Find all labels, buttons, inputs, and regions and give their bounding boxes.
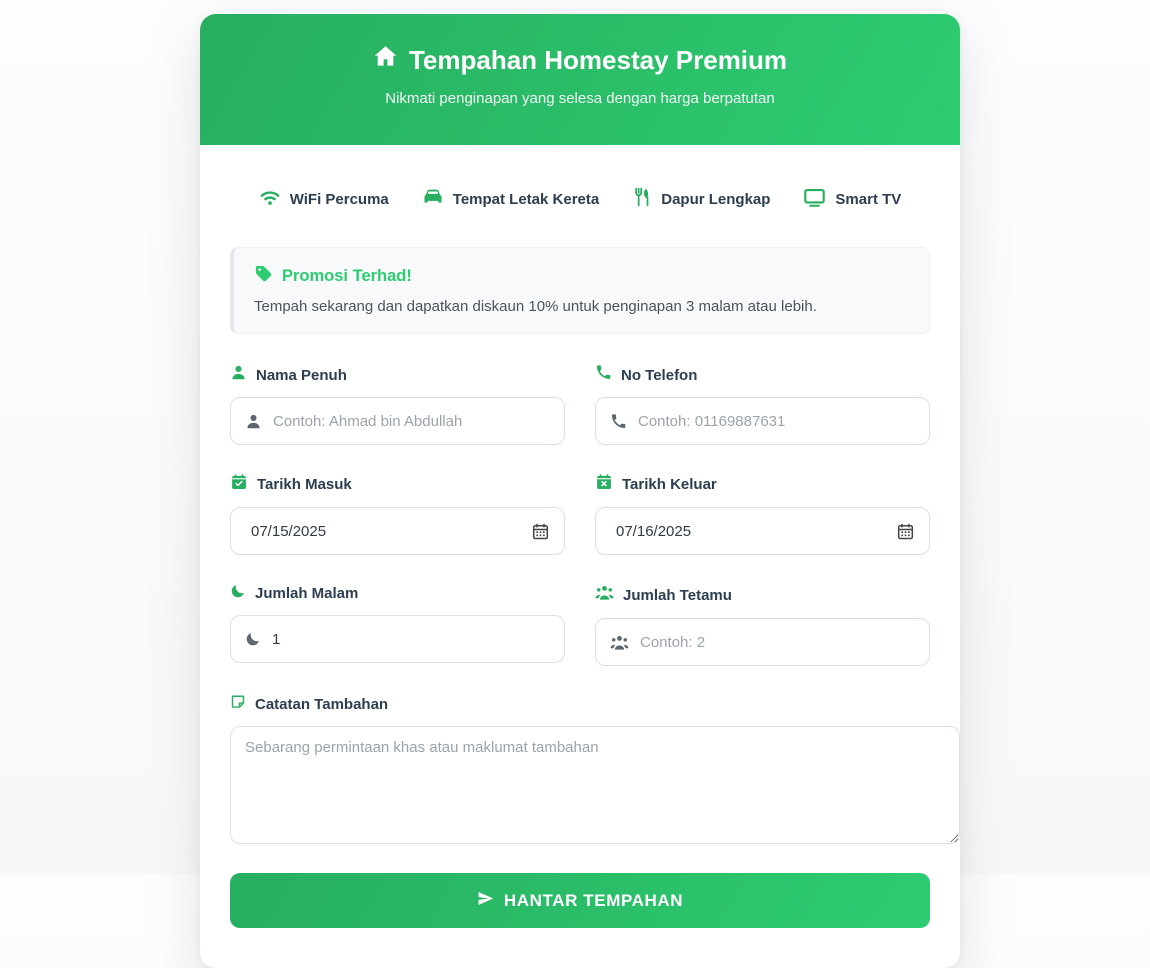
wifi-icon <box>259 186 281 212</box>
phone-icon <box>610 413 627 430</box>
tarikh-masuk-label: Tarikh Masuk <box>230 473 565 497</box>
no-telefon-label: No Telefon <box>595 364 930 387</box>
field-tarikh-masuk <box>230 473 565 555</box>
amenity-label: Dapur Lengkap <box>661 190 771 208</box>
phone-icon <box>595 364 612 387</box>
jumlah-malam-input-box <box>230 615 565 663</box>
field-catatan-tambahan <box>230 694 930 844</box>
page-title-text: Tempahan Homestay Premium <box>408 45 788 75</box>
field-jumlah-malam <box>230 583 565 666</box>
field-nama-penuh <box>230 364 565 445</box>
amenity-label: Tempat Letak Kereta <box>452 190 600 208</box>
amenity-wifi <box>259 186 389 212</box>
calendar-picker-icon[interactable] <box>531 522 550 541</box>
page-title <box>200 44 960 76</box>
field-no-telefon <box>595 364 930 445</box>
amenity-parking <box>422 186 599 212</box>
promo-title <box>254 264 909 289</box>
no-telefon-input[interactable] <box>638 413 915 430</box>
card-body <box>200 145 960 968</box>
tag-icon <box>254 264 273 289</box>
users-icon <box>610 633 629 652</box>
amenity-label: Smart TV <box>835 190 902 208</box>
catatan-tambahan-textarea[interactable] <box>230 726 960 844</box>
tv-icon <box>803 186 826 213</box>
tarikh-keluar-input[interactable] <box>595 507 930 555</box>
nama-penuh-input[interactable] <box>273 413 550 430</box>
user-icon <box>245 413 262 430</box>
paper-plane-icon <box>477 890 494 912</box>
page-subtitle: Nikmati penginapan yang selesa dengan harga berpatutan <box>385 90 775 107</box>
promo-title-text: Promosi Terhad! <box>282 267 412 285</box>
booking-card <box>200 14 960 968</box>
field-tarikh-keluar <box>595 473 930 555</box>
no-telefon-input-box <box>595 397 930 445</box>
hantar-tempahan-label: HANTAR TEMPAHAN <box>503 890 684 910</box>
field-jumlah-tetamu <box>595 583 930 666</box>
tarikh-keluar-value: 07/16/2025 <box>616 522 692 540</box>
jumlah-malam-label: Jumlah Malam <box>230 583 565 605</box>
calendar-picker-icon[interactable] <box>896 522 915 541</box>
promo-banner <box>230 247 930 334</box>
user-icon <box>230 364 247 387</box>
utensils-icon <box>632 187 652 211</box>
amenity-tv <box>803 186 901 213</box>
jumlah-tetamu-input[interactable] <box>640 634 915 651</box>
nama-penuh-input-box <box>230 397 565 445</box>
catatan-tambahan-label: Catatan Tambahan <box>230 694 930 716</box>
moon-icon <box>245 631 261 647</box>
jumlah-tetamu-label: Jumlah Tetamu <box>595 583 930 608</box>
calendar-check-icon <box>230 473 248 497</box>
tarikh-masuk-value: 07/15/2025 <box>251 522 327 540</box>
moon-icon <box>230 583 246 605</box>
jumlah-malam-input[interactable] <box>272 631 550 648</box>
note-icon <box>230 694 246 716</box>
calendar-x-icon <box>595 473 613 497</box>
home-icon <box>373 44 398 76</box>
tarikh-keluar-label: Tarikh Keluar <box>595 473 930 497</box>
jumlah-tetamu-input-box <box>595 618 930 666</box>
tarikh-masuk-input[interactable] <box>230 507 565 555</box>
nama-penuh-label: Nama Penuh <box>230 364 565 387</box>
hantar-tempahan-button[interactable] <box>230 873 930 928</box>
promo-text: Tempah sekarang dan dapatkan diskaun 10% untuk penginapan 3 malam atau lebih. <box>254 298 817 315</box>
users-icon <box>595 583 614 608</box>
amenities-row <box>230 187 930 211</box>
booking-form <box>230 364 930 844</box>
car-icon <box>422 186 444 212</box>
amenity-label: WiFi Percuma <box>289 190 389 208</box>
amenity-kitchen <box>632 187 770 211</box>
card-header <box>200 14 960 145</box>
